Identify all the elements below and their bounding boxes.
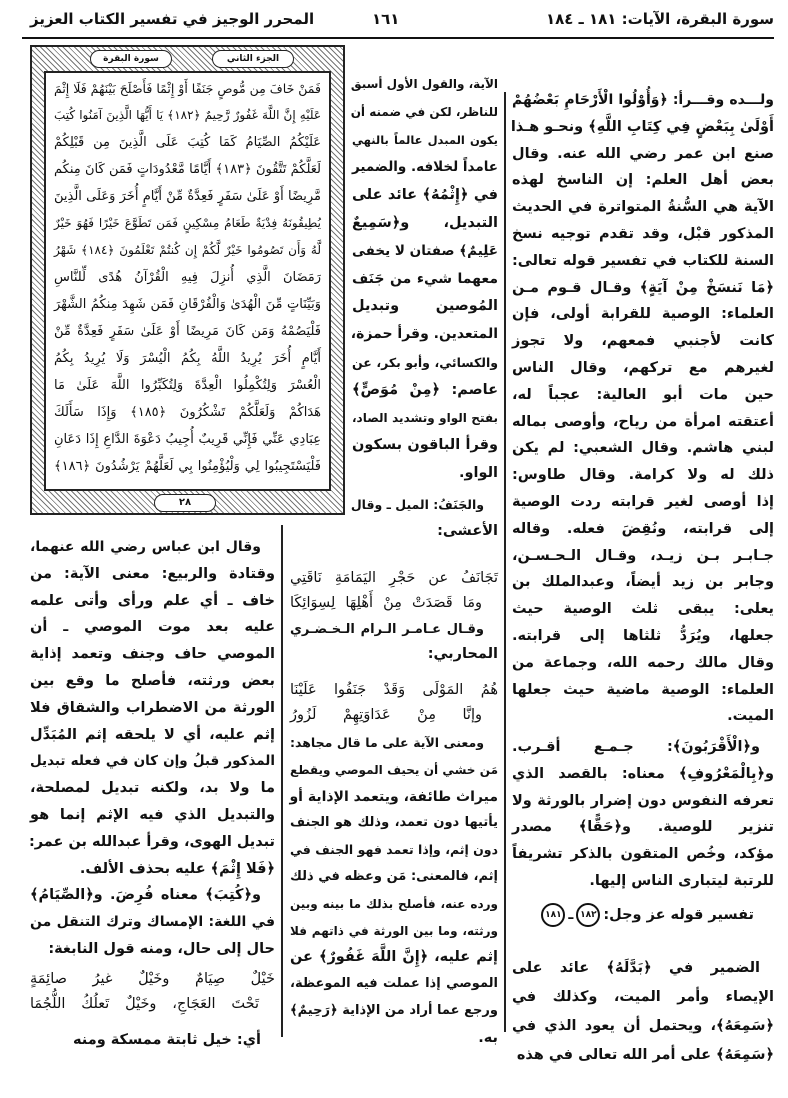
poetry-verse [290,566,498,615]
quran-verse-line: أَيَّامٍ أُخَرَ يُرِيدُ اللَّهُ بِكُمُ الْيُسْرَ وَلَا يُرِيدُ بِكُمُ [54,351,321,366]
text-line: في ﴿إِثْمُهُ﴾ عائد على [352,187,498,204]
text-line: وقرأ الباقون بسكون [352,437,498,454]
heading-dash: ـ [568,907,574,923]
text-line: وجابر بن زيد أيضاً، وعبدالملك بن [512,574,774,591]
paragraph [352,71,498,488]
text-line: ما ولا بد، ولكنه تبديل لمصلحة، [30,780,275,797]
running-header-book-title: المحرر الوجيز في تفسير الكتاب العزيز [30,10,315,28]
quran-verse-line: رَمَضَانَ الَّذِي أُنزِلَ فِيهِ الْقُرْآنُ هُدًى لِّلنَّاسِ [54,270,321,285]
text-line: إذا أوصى لغير قرابته ردت الوصية [512,493,774,510]
text-line: والجَنَفُ: الميل ـ وقال [350,497,484,512]
text-line: ورده عنه، فأصلح بذلك ما بينه وبين [290,896,498,911]
verse-hemistich: خَيْلٌ صِيَامٌ وخَيْلٌ غيرُ صائِمَةٍ [30,971,275,987]
paragraph [512,734,774,895]
text-line: حال إلى حال، ومنه قول النابغة: [48,940,275,957]
poetry-verse [290,678,498,728]
text-line: جعلها، ويُرَدُّ ثلثاها إلى قرابته. [512,627,774,644]
text-line: المحاربي: [427,646,498,662]
paragraph [512,954,774,1070]
quran-verse-line: يُطِيقُونَهُ فِدْيَةٌ طَعَامُ مِسْكِينٍ فَمَن تَطَوَّعَ خَيْرًا فَهُوَ خَيْرٌ [54,216,321,230]
text-line: عاصم: ﴿مِنْ مُوَصٍّ﴾ [352,381,498,398]
text-line: العلماء: الوصية ماضية حيث جعلها [512,681,774,698]
text-line: مؤكد، وخُص المتقون بالذكر تشريفاً [512,846,774,863]
running-header-surah-ayat: سورة البقرة، الآيات: ١٨١ ـ ١٨٤ [545,10,774,28]
text-line: ﴿سَمِعَهُ﴾، ويحتمل أن يعود الذي في [512,1018,774,1034]
commentary-column-right [512,0,774,1098]
ayah-number-badge: ١٨١ [541,903,565,927]
text-line: أَوْلَىٰ بِبَعْضٍ فِي كِتَابِ اللَّهِ﴾ ونحـو هـذا [510,118,774,135]
text-line: صنع ابن عمر رضي الله عنه. وقال [512,145,774,162]
text-line: تبديل الهوى، وقرأ عبدالله بن عمر: [28,833,275,850]
text-line: للناظر، لكن في ضمنه أن [350,104,498,119]
text-line: العلماء: الوصية للقرابة أولى، فإن [512,306,774,323]
text-line: عَلِيمٌ﴾ صفتان لا يخفى [352,242,498,259]
text-line: المتعدين. وقرأ حمزة، [350,326,498,343]
text-line: الميت. [727,708,774,725]
text-line: الأعشى: [437,523,498,539]
text-line: عليه بعد موت الموصي ـ أن [30,619,275,636]
quran-verse-line: فَلْيَسْتَجِيبُوا لِي وَلْيُؤْمِنُوا بِي لَعَلَّهُمْ يَرْشُدُونَ ﴿١٨٦﴾ [54,459,321,474]
quran-verse-line: لَّهُ وَأَن تَصُومُوا خَيْرٌ لَّكُمْ إِن كُنتُمْ تَعْلَمُونَ ﴿١٨٤﴾ شَهْرُ [54,243,321,257]
text-line: والكسائي، وأبو بكر، عن [352,354,498,370]
text-line: الضمير في ﴿بَدَّلَهُ﴾ عائد على [512,960,760,976]
text-line: مَن خشي أن يحيف الموصي ويقطع [290,762,498,777]
text-line: و﴿كُتِبَ﴾ معناه فُرِضَ. و﴿الصِّيَامُ﴾ [30,887,261,903]
text-line: وقـال عـامـر الـرام الـخـضـري [290,622,484,637]
quran-verse-line: فَمَنْ خَافَ مِن مُّوصٍ جَنَفًا أَوْ إِثْمًا فَأَصْلَحَ بَيْنَهُمْ فَلَا إِثْمَ [54,81,321,96]
quran-verse-line: عَلَيْهِ إِنَّ اللَّهَ غَفُورٌ رَّحِيمٌ ﴿١٨٢﴾ يَا أَيُّهَا الَّذِينَ آمَنُوا كُتِبَ [54,108,321,122]
text-line: يعلى: يبقى ثلث الوصية حيث [512,601,774,618]
paragraph [30,1027,275,1054]
text-line: الواو. [459,465,498,482]
text-line: إثم عليه، ﴿إِنَّ اللَّهَ غَفُورٌ﴾ عن [290,949,498,966]
poetry-verse [30,967,275,1017]
text-line: ﴿مَا نَنسَخْ مِنْ آيَةٍ﴾ وقـال قـوم مـن [512,279,774,296]
text-line: حين مات أبو العالية: عجباً له، [512,386,774,403]
text-line: الموصي حاف وجنف وتعمد إذاية [30,646,275,663]
page-number: ١٦١ [372,10,400,28]
quran-verse-line: لَعَلَّكُمْ تَتَّقُونَ ﴿١٨٣﴾ أَيَّامًا مَّعْدُودَاتٍ فَمَن كَانَ مِنكُم [54,162,321,177]
text-line: المذكور قبْل، وقد تقدم توجيه نسخ [512,225,774,242]
text-line: ورثته، وما بين الورثة في ذاتهم فلا [290,923,498,938]
text-line: ﴿سَمِعَهُ﴾ على أمر الله تعالى في هذه [516,1047,774,1063]
text-line: إلى قرابته، ونُقِضَ فعله. وقاله [512,520,774,537]
text-line: وقال ابن عباس رضي الله عنهما، [30,539,261,555]
text-line: الموصي إذا عملت فيه الموعظة، [290,976,498,992]
commentary-column-middle [290,0,498,1098]
text-line: لبني هاشم. وقال الشعبي: لم يكن [512,440,774,457]
quran-verse-line: هَدَاكُمْ وَلَعَلَّكُمْ تَشْكُرُونَ ﴿١٨٥﴾ وَإِذَا سَأَلَكَ [54,405,321,420]
verse-hemistich: تَحْتَ العَجَاجِ، وخَيْلٌ تَعلُكُ اللُّجُمَا [30,996,259,1012]
text-line: أي: خيل ثابتة ممسكة ومنه [73,1032,261,1048]
text-line: السنة للكتاب في تفسير قوله تعالى: [512,252,774,269]
juz-cartouche: الجزء الثاني [212,50,294,68]
text-line: وقال مالك رحمه الله، وجماعة من [512,654,774,671]
text-line: ميراث طائفة، ويتعمد الإذاية أو [289,788,498,805]
text-line: الورثة من الاضطراب والشقاق فلا [30,699,275,716]
text-line: المذكور قبلُ وإن كان في فعله تبديل [30,753,275,770]
quran-verse-line: فَلْيَصُمْهُ وَمَن كَانَ مَرِيضًا أَوْ عَلَىٰ سَفَرٍ فَعِدَّةٌ مِّنْ [54,324,321,339]
text-line: للرتبة ليتبارى الناس إليها. [589,872,774,889]
text-line: إثم عليه، أي لا يلحقه إثم المُبَدِّل [30,726,275,743]
mushaf-page-number: ٢٨ [154,494,216,512]
text-line: الآية هي السُّنةُ المتواترة في الحديث [512,199,774,216]
text-line: دون إثم، وإذا تعمد فهو الجنف في [290,842,498,858]
text-line: التبديل، و﴿سَمِيعٌ [352,214,498,231]
text-line: و﴿الْأَقْرَبُونَ﴾: جـمـع أقـرب. [512,739,760,755]
text-line: و﴿بِالْمَعْرُوفِ﴾ معناه: بالقصد الذي [512,765,774,782]
verse-hemistich: وإنَّا مِنْ عَدَاوَتِهِمْ لَزُورُ [290,707,482,723]
text-line: بعض ورثته، فأصلح ما وقع بين [30,672,275,689]
text-line: يكون المبدل عالماً بالنهي [352,132,498,147]
quran-verse-line: عَلَيْكُمُ الصِّيَامُ كَمَا كُتِبَ عَلَى الَّذِينَ مِن قَبْلِكُمْ [54,135,321,150]
text-line: بعض أهل العلم: إن الناسخ لهذه [512,172,774,189]
paragraph [290,617,498,667]
text-line: بفتح الواو وتشديد الصاد، [352,410,498,425]
text-line: في اللغة: الإمساك وترك التنقل من [30,913,275,930]
paragraph [352,492,498,544]
text-line: عامداً لخلافه. والضمير [351,159,498,176]
column-divider-left [281,525,283,1037]
text-line: خاف ـ أي علم ورأى وأتى علمه [30,592,275,609]
text-line: جـابـر بـن زيـد، وقـال الـحـسـن، [512,547,774,564]
quran-verse-line: مَّرِيضًا أَوْ عَلَىٰ سَفَرٍ فَعِدَّةٌ مِّنْ أَيَّامٍ أُخَرَ وَعَلَى الَّذِينَ [54,189,321,204]
text-line: أعتقته امرأة من رياح، وأوصى بماله [512,413,774,430]
section-heading [512,902,774,929]
paragraph [30,882,275,962]
paragraph [290,730,498,1052]
text-line: تنزير للوصية. و﴿حَقًّا﴾ مصدر [512,819,774,836]
text-line: ومعنى الآية على ما قال مجاهد: [290,735,484,750]
ayah-number-badge: ١٨٢ [576,903,600,927]
text-line: المُوصين وتبديل [352,298,498,315]
text-line: به. [478,1029,498,1046]
text-line: ورجع عما أراد من الإذاية ﴿رَحِيمٌ﴾ [290,1002,498,1018]
quran-verse-line: عِبَادِي عَنِّي فَإِنِّي قَرِيبٌ أُجِيبُ دَعْوَةَ الدَّاعِ إِذَا دَعَانِ [54,432,321,447]
text-line: الإيصاء وأمر الميت، وكذلك في [512,989,774,1005]
quran-verse-line: وَبَيِّنَاتٍ مِّنَ الْهُدَىٰ وَالْفُرْقَانِ فَمَن شَهِدَ مِنكُمُ الشَّهْرَ [54,297,321,312]
text-line: كانت لأجنبي فمعهم، ولا تجوز [512,333,774,350]
verse-hemistich: تَجَانَفُ عن حَجْرِ اليَمَامَةِ نَاقَتِي [290,570,498,586]
surah-name-cartouche: سورة البقرة [90,50,172,68]
quran-verse-line: الْعُسْرَ وَلِتُكْمِلُوا الْعِدَّةَ وَلِتُكَبِّرُوا اللَّهَ عَلَىٰ مَا [54,378,321,393]
commentary-column-left [30,0,275,1098]
text-line: يأتيها دون تعمد، وذلك هو الجنف [290,815,498,831]
verse-hemistich: ومَا قَصَدَتْ مِنْ أَهْلِهَا لِسِوَائِكَا [290,594,482,611]
text-line: وقتادة والربيع: معنى الآية: من [30,565,275,582]
verse-hemistich: هُمُ المَوْلَى وَقَدْ جَنَفُوا عَلَيْنَا [290,682,498,698]
text-line: الآية، والقول الأول أسبق [350,77,498,91]
text-line: إثم، فالمعنى: مَن وعظه في ذلك [290,868,498,884]
paragraph [30,534,275,882]
text-line: والتبديل الذي فيه الإثم إنما هو [30,806,275,823]
paragraph [512,87,774,730]
text-line: معهما شيء من جَنَف [352,270,498,287]
text-line: لغيرهم مع تركهم، وقال الناس [512,359,774,376]
text-line: ﴿فَلا إِثْمَ﴾ عليه بحذف الألف. [79,860,275,877]
text-line: تعرفه النفوس دون إضرار بالورثة ولا [512,792,774,809]
heading-text: تفسير قوله عز وجل: [603,907,754,923]
column-divider-right [504,92,506,1032]
text-line: ولـــده وقـــرأ: ﴿وَأُوْلُوا الْأَرْحَامِ بَعْضُهُمْ [512,92,774,108]
text-line: ذلك له ولا كرامة. وقال طاوس: [512,467,774,484]
